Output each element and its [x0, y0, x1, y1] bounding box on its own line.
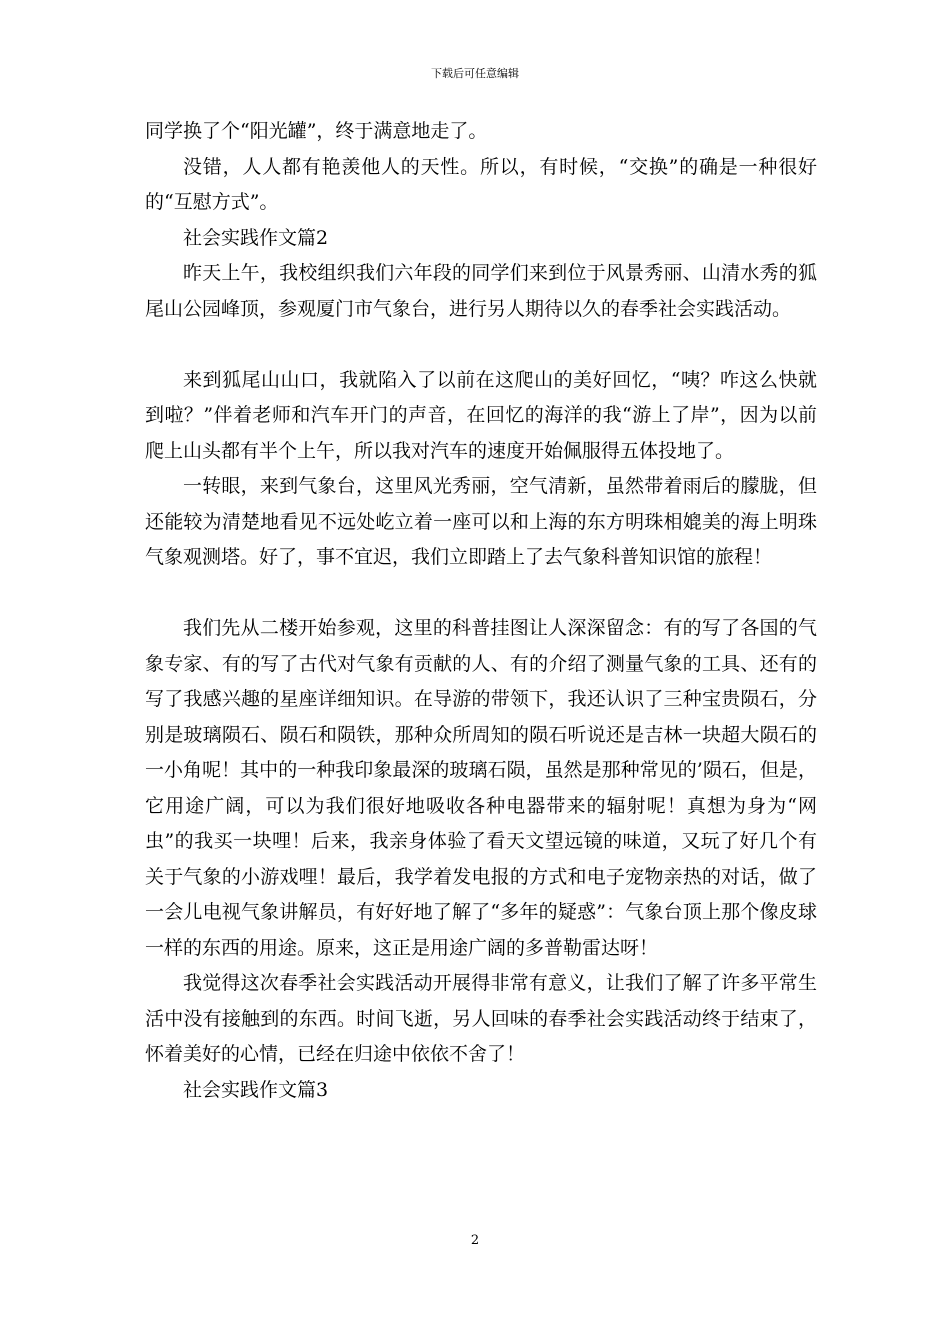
paragraph-1: 同学换了个“阳光罐”，终于满意地走了。 — [145, 120, 488, 142]
page-header: 下载后可任意编辑 — [431, 67, 519, 80]
paragraph-gap — [145, 576, 817, 612]
paragraph-4: 来到狐尾山山口，我就陷入了以前在这爬山的美好回忆，“咦？咋这么快就到啦？”伴着老师和汽车开门的声音，在回忆的海洋的我“游上了岸”，因为以前爬上山头都有半个上午，所以我对汽车的速度开始佩服得五体投地了。 — [145, 368, 817, 462]
page-number: 2 — [470, 1233, 480, 1248]
section-heading-3: 社会实践作文篇3 — [183, 1078, 329, 1101]
document-body — [145, 114, 817, 1108]
section-heading-2: 社会实践作文篇2 — [183, 226, 329, 249]
paragraph-2: 没错，人人都有艳羡他人的天性。所以，有时候，“交换”的确是一种很好的“互慰方式”。 — [145, 155, 817, 213]
paragraph-6: 我们先从二楼开始参观，这里的科普挂图让人深深留念：有的写了各国的气象专家、有的写了古代对气象有贡献的人、有的介绍了测量气象的工具、还有的写了我感兴趣的星座详细知识。在导游的带领下，我还认识了三种宝贵陨石，分别是玻璃陨石、陨石和陨铁，那种众所周知的陨石听说还是吉林一块超大陨石的一小角呢！其中的一种我印象最深的玻璃石陨，虽然是那种常见的’陨石，但是，它用途广阔，可以为我们很好地吸收各种电器带来的辐射呢！真想为身为“网虫”的我买一块哩！后来，我亲身体验了看天文望远镜的味道，又玩了好几个有关于气象的小游戏哩！最后，我学着发电报的方式和电子宠物亲热的对话，做了一会儿电视气象讲解员，有好好地了解了“多年的疑惑”：气象台顶上那个像皮球一样的东西的用途。原来，这正是用途广阔的多普勒雷达呀！ — [145, 617, 817, 959]
paragraph-7: 我觉得这次春季社会实践活动开展得非常有意义，让我们了解了许多平常生活中没有接触到的东西。时间飞逝，另人回味的春季社会实践活动终于结束了，怀着美好的心情，已经在归途中依依不舍了！ — [145, 972, 817, 1065]
paragraph-3: 昨天上午，我校组织我们六年段的同学们来到位于风景秀丽、山清水秀的狐尾山公园峰顶，参观厦门市气象台，进行另人期待以久的春季社会实践活动。 — [145, 262, 817, 320]
paragraph-5: 一转眼，来到气象台，这里风光秀丽，空气清新，虽然带着雨后的朦胧，但还能较为清楚地看见不远处屹立着一座可以和上海的东方明珠相媲美的海上明珠气象观测塔。好了，事不宜迟，我们立即踏上了去气象科普知识馆的旅程！ — [145, 475, 817, 568]
paragraph-gap — [145, 327, 817, 363]
